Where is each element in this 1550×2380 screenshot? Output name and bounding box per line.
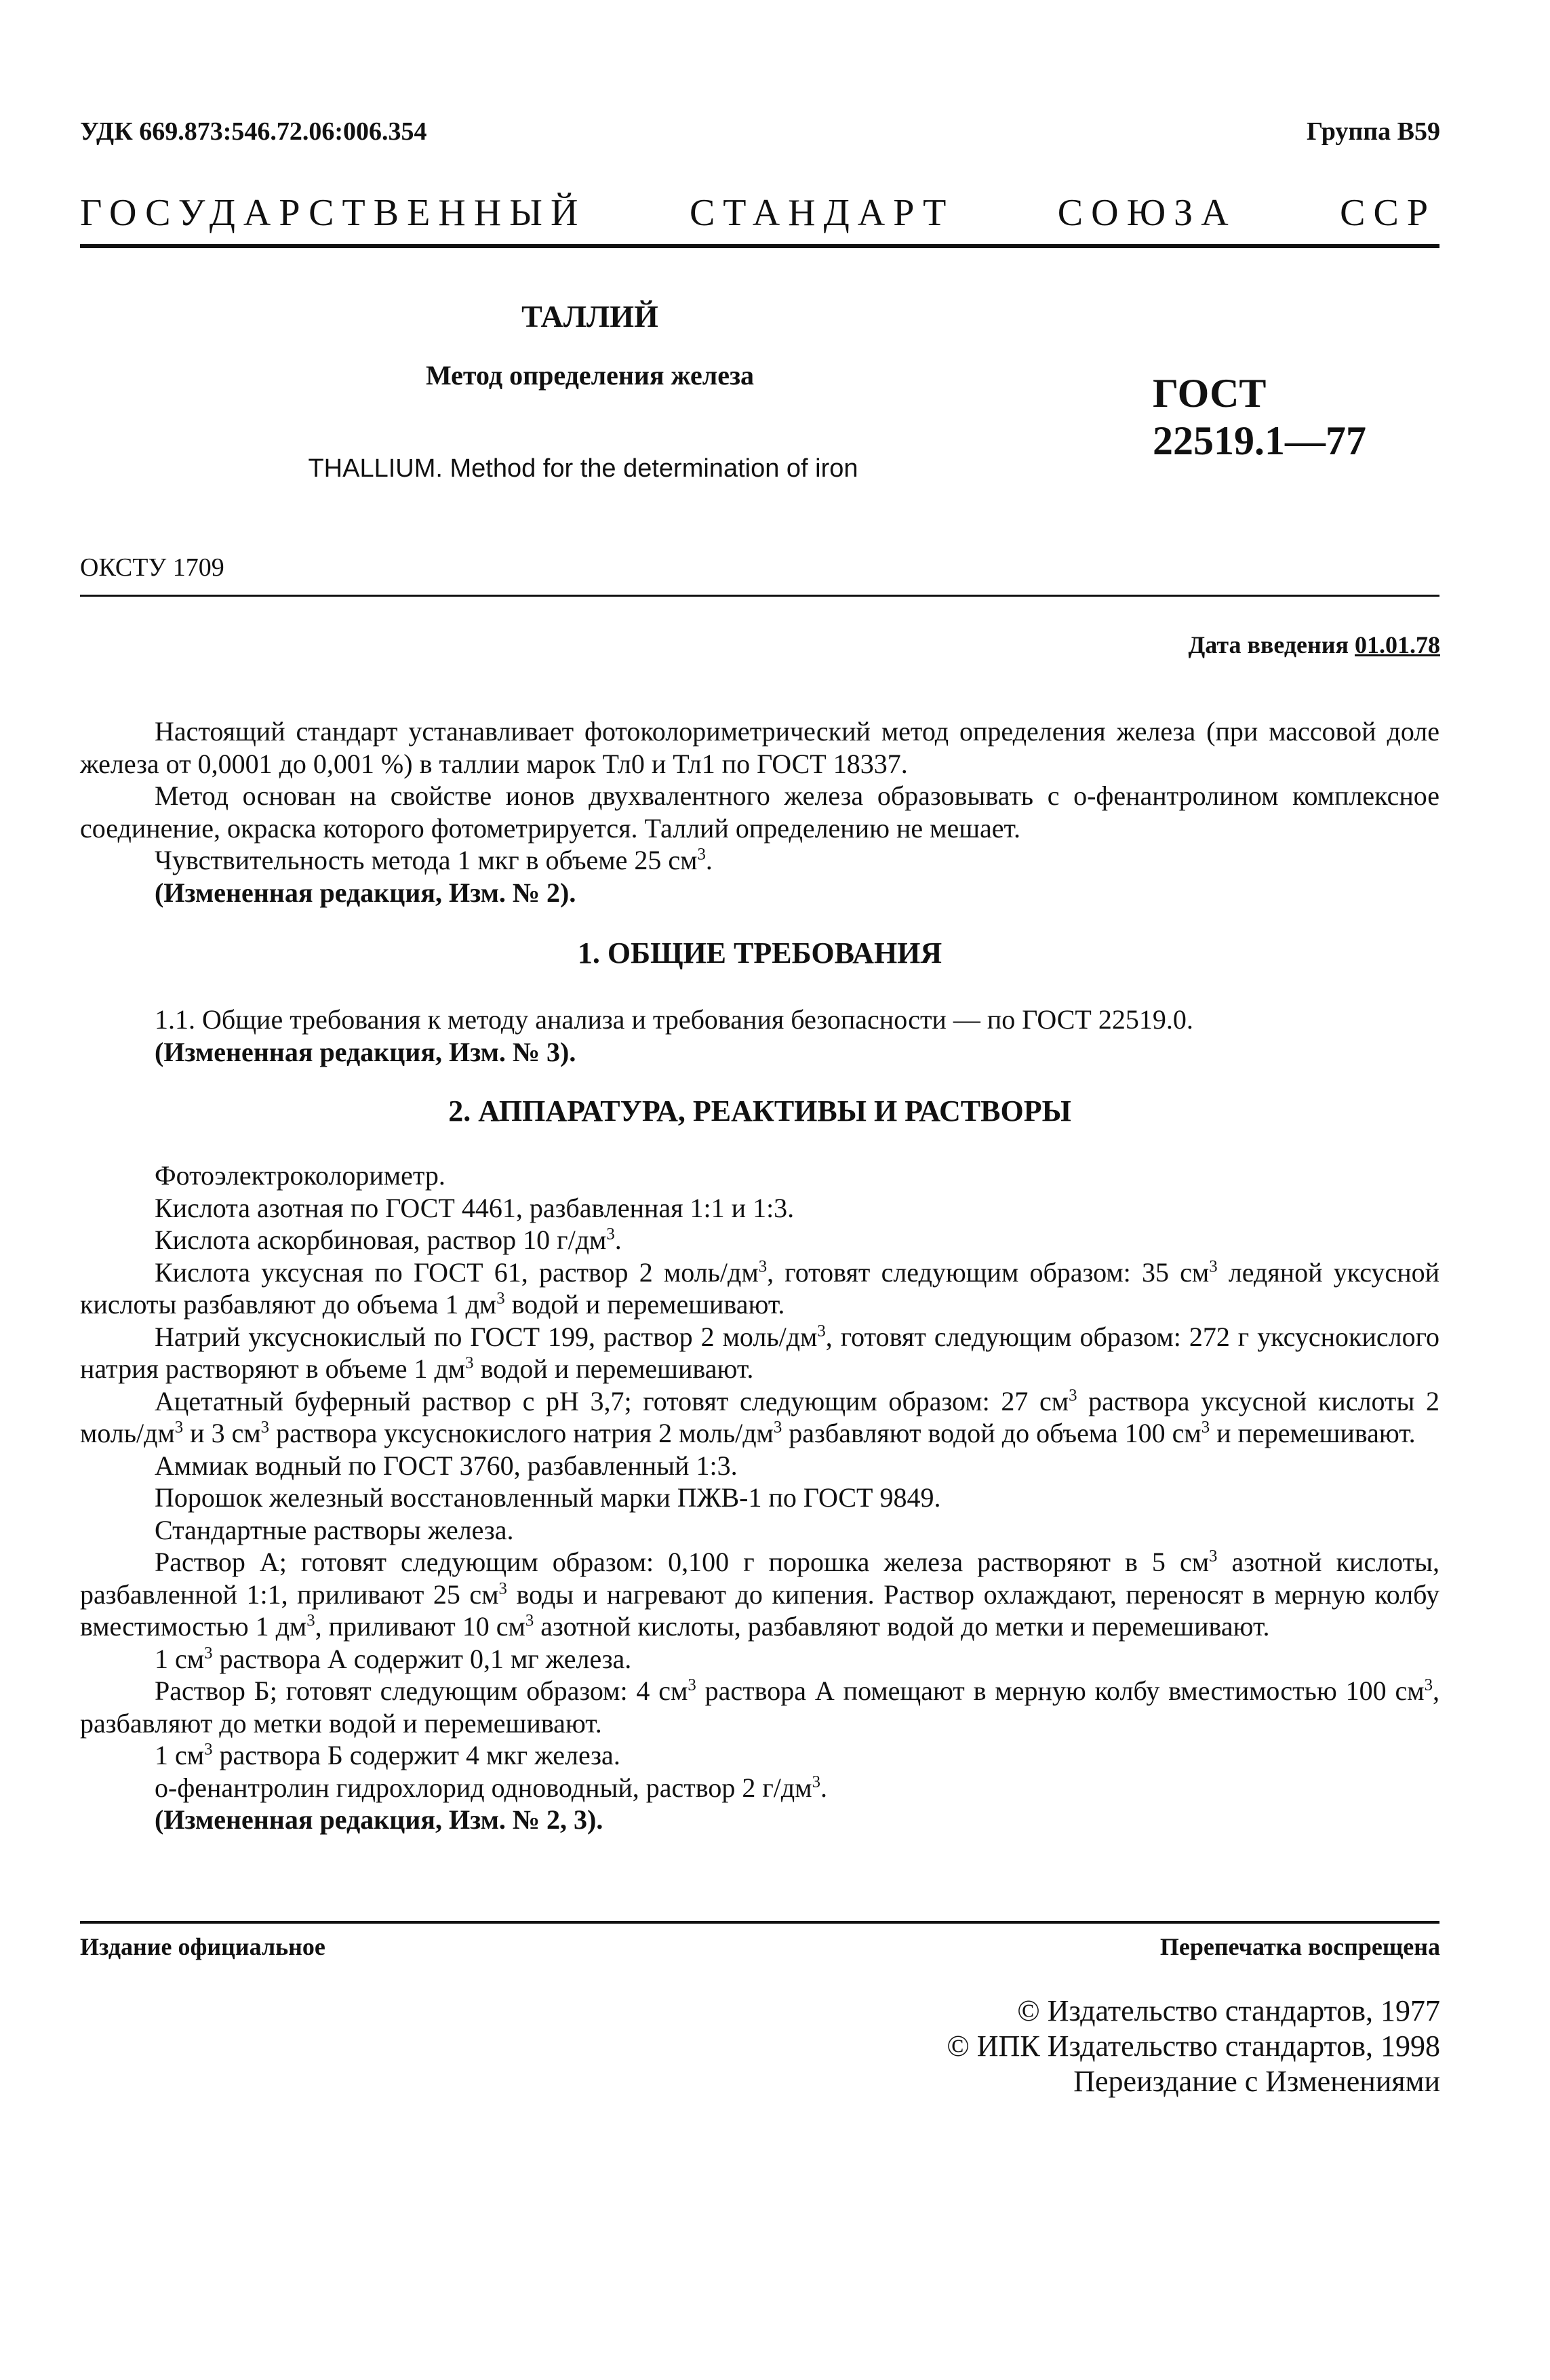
document-title: ТАЛЛИЙ <box>521 299 658 334</box>
reissue-note: Переиздание с Изменениями <box>1073 2065 1440 2098</box>
reagent-item: Кислота аскорбиновая, раствор 10 $г/дм^3$. <box>155 1225 622 1255</box>
gost-number: 22519.1—77 <box>1153 418 1366 463</box>
copyright-block <box>947 1994 1440 2099</box>
reagent-item: Стандартные растворы железа. <box>155 1514 514 1545</box>
udk-code: УДК 669.873:546.72.06:006.354 <box>80 117 427 146</box>
reagent-item: 1 $см^3$ раствора Б содержит 4 мкг железа. <box>155 1740 620 1770</box>
effective-date <box>1189 631 1441 659</box>
document-subtitle: Метод определения железа <box>425 360 755 391</box>
amendment-note: (Измененная редакция, Изм. № 2, 3). <box>155 1804 603 1835</box>
reagent-item: Раствор А; готовят следующим образом: 0,100 г порошка железа растворяют в 5 $см^3$ азотной кислоты, разбавленной 1:1, приливают 25 $см^3$ воды и нагревают до кипения. Раствор охлаждают, переносят в мерную колбу вместимостью 1 $дм^3$, приливают 10 $см^3$ азотной кислоты, разбавляют водой до метки и перемешивают. <box>80 1547 1440 1642</box>
amendment-note: (Измененная редакция, Изм. № 2). <box>155 877 576 908</box>
banner-word: ГОСУДАРСТВЕННЫЙ <box>80 192 587 234</box>
reagent-item: Раствор Б; готовят следующим образом: 4 $см^3$ раствора А помещают в мерную колбу вместимостью 100 $см^3$, разбавляют до метки водой и перемешивают. <box>80 1675 1440 1739</box>
reagent-item: Аммиак водный по ГОСТ 3760, разбавленный 1:3. <box>155 1450 738 1481</box>
intro-paragraph: Метод основан на свойстве ионов двухвалентного железа образовывать с о-фенантролином комплексное соединение, окраска которого фотометрируется. Таллий определению не мешает. <box>80 780 1439 844</box>
section1-body <box>80 1004 1439 1068</box>
intro-paragraph: Настоящий стандарт устанавливает фотоколориметрический метод определения железа (при массовой доле железа от 0,0001 до 0,001 %) в таллии марок Тл0 и Тл1 по ГОСТ 18337. <box>80 716 1439 779</box>
footer-rule <box>80 1921 1439 1924</box>
intro-block <box>80 715 1439 909</box>
section2-body <box>80 1159 1439 1836</box>
reagent-item: Ацетатный буферный раствор с рН 3,7; готовят следующим образом: 27 $см^3$ раствора уксусной кислоты 2 моль/$дм^3$ и 3 $см^3$ раствора уксуснокислого натрия 2 моль/$дм^3$ разбавляют водой до объема 100 $см^3$ и перемешивают. <box>80 1385 1440 1448</box>
reprint-prohibited: Перепечатка воспрещена <box>1159 1933 1440 1960</box>
reagent-item: Фотоэлектроколориметр. <box>155 1160 445 1191</box>
section-heading: 2. АППАРАТУРА, РЕАКТИВЫ И РАСТВОРЫ <box>448 1094 1071 1128</box>
gost-label: ГОСТ <box>1153 371 1267 416</box>
intro-sensitivity: Чувствительность метода 1 мкг в объеме 25 $см^3$. <box>155 845 713 875</box>
reagent-item: Натрий уксуснокислый по ГОСТ 199, раствор 2 моль/$дм^3$, готовят следующим образом: 272 г уксуснокислого натрия растворяют в объеме 1 $дм^3$ водой и перемешивают. <box>80 1321 1439 1384</box>
copyright-line: © ИПК Издательство стандартов, 1998 <box>947 2029 1440 2063</box>
reagent-item: о-фенантролин гидрохлорид одноводный, раствор 2 $г/дм^3$. <box>155 1772 827 1803</box>
reagent-item: 1 $см^3$ раствора А содержит 0,1 мг железа. <box>155 1643 632 1674</box>
oksty-code: ОКСТУ 1709 <box>80 553 224 582</box>
date-value: 01.01.78 <box>1355 631 1440 658</box>
date-label: Дата введения <box>1188 631 1349 658</box>
banner-word: СОЮЗА <box>1057 192 1237 234</box>
banner-rule <box>80 244 1439 248</box>
title-rule <box>80 595 1439 597</box>
amendment-note: (Измененная редакция, Изм. № 3). <box>155 1036 576 1067</box>
official-edition: Издание официальное <box>80 1933 325 1960</box>
copyright-line: © Издательство стандартов, 1977 <box>1017 1994 1440 2027</box>
banner-word: ССР <box>1340 192 1436 234</box>
section-heading: 1. ОБЩИЕ ТРЕБОВАНИЯ <box>577 936 942 970</box>
english-title: THALLIUM. Method for the determination of iron <box>308 454 858 483</box>
reagent-item: Порошок железный восстановленный марки ПЖВ-1 по ГОСТ 9849. <box>155 1482 941 1513</box>
reagent-item: Кислота уксусная по ГОСТ 61, раствор 2 моль/$дм^3$, готовят следующим образом: 35 $см^3$ ледяной уксусной кислоты разбавляют до объема 1 $дм^3$ водой и перемешивают. <box>80 1256 1440 1320</box>
state-standard-banner <box>80 191 1436 235</box>
banner-word: СТАНДАРТ <box>689 192 955 234</box>
reagent-item: Кислота азотная по ГОСТ 4461, разбавленная 1:1 и 1:3. <box>155 1192 795 1223</box>
clause-1-1: 1.1. Общие требования к методу анализа и требования безопасности — по ГОСТ 22519.0. <box>155 1004 1193 1035</box>
group-code: Группа В59 <box>1306 117 1440 146</box>
